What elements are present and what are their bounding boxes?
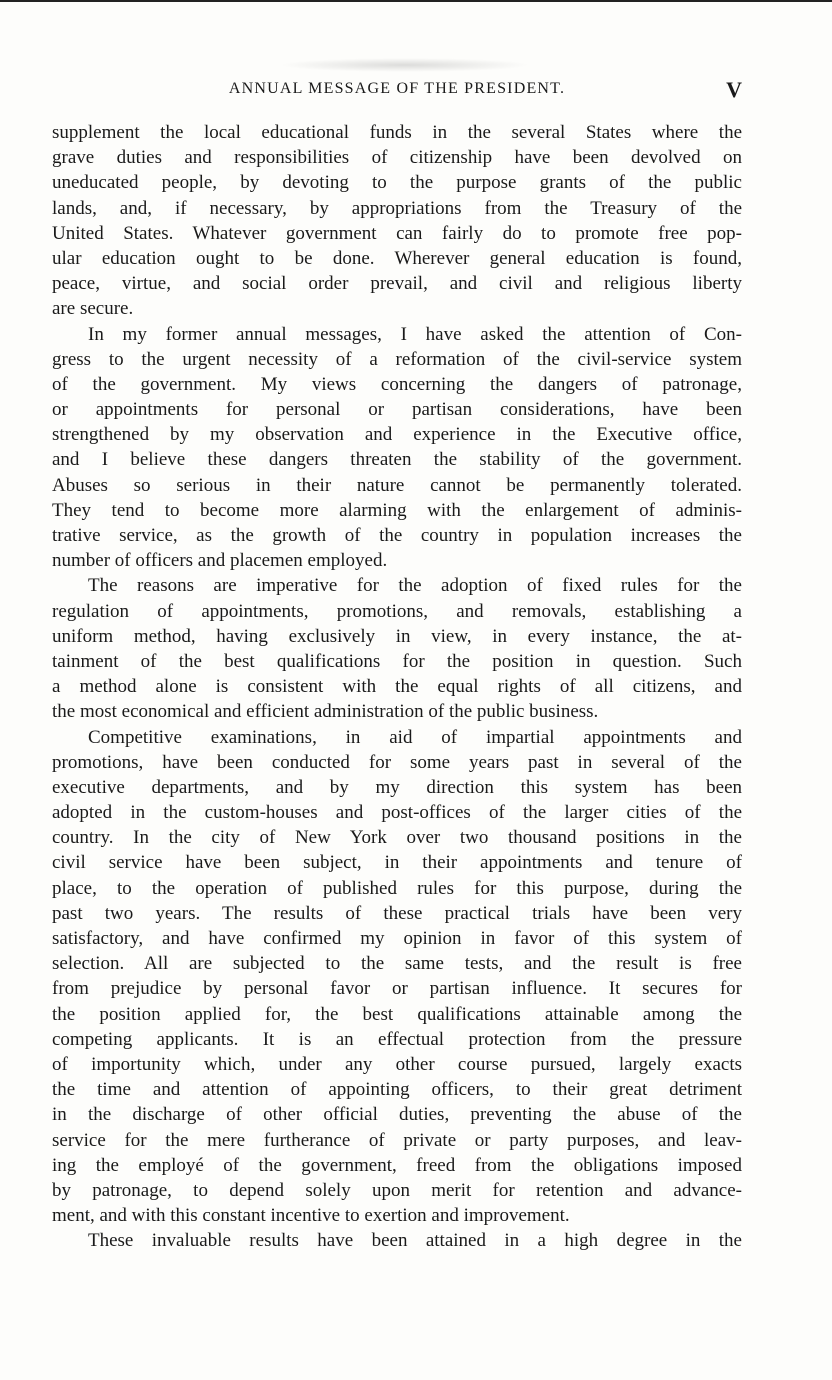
text-line: by patronage, to depend solely upon merit for retention and advance- [52, 1179, 742, 1201]
text-line: peace, virtue, and social order prevail, and civil and religious liberty [52, 273, 742, 295]
text-line: of importunity which, under any other course pursued, largely exacts [52, 1053, 742, 1075]
text-line: satisfactory, and have confirmed my opinion in favor of this system of [52, 928, 742, 949]
text-line: tainment of the best qualifications for the position in question. Such [52, 650, 742, 672]
running-title: ANNUAL MESSAGE OF THE PRESIDENT. [228, 80, 566, 97]
text-line: service for the mere furtherance of private or party purposes, and leav- [52, 1129, 742, 1151]
text-line: from prejudice by personal favor or partisan influence. It secures for [52, 978, 742, 1000]
text-line: grave duties and responsibilities of citizenship have been devolved on [52, 147, 742, 169]
text-line: in the discharge of other official duties, preventing the abuse of the [52, 1104, 742, 1126]
text-line: Abuses so serious in their nature cannot be permanently tolerated. [52, 474, 742, 496]
text-line: United States. Whatever government can fairly do to promote free pop- [52, 222, 742, 244]
text-line: country. In the city of New York over two thousand positions in the [52, 827, 742, 849]
text-line: gress to the urgent necessity of a reformation of the civil-service system [52, 348, 742, 370]
running-head [52, 77, 742, 104]
text-line: supplement the local educational funds in the several States where the [52, 122, 742, 143]
text-line: strengthened by my observation and experience in the Executive office, [52, 424, 742, 446]
text-line: regulation of appointments, promotions, and removals, establishing a [52, 600, 742, 622]
text-line: past two years. The results of these practical trials have been very [52, 902, 742, 924]
text-line: executive departments, and by my direction this system has been [52, 776, 742, 798]
text-line: are secure. [52, 298, 134, 320]
text-line: and I believe these dangers threaten the stability of the government. [52, 449, 742, 471]
text-line: uniform method, having exclusively in view, in every instance, the at- [52, 625, 742, 647]
text-line: In my former annual messages, I have asked the attention of Con- [88, 323, 742, 345]
text-line: or appointments for personal or partisan considerations, have been [52, 399, 742, 421]
body-text [52, 120, 742, 1253]
scan-smudge [280, 58, 530, 72]
text-line: trative service, as the growth of the country in population increases the [52, 525, 742, 546]
text-line: ing the employé of the government, freed from the obligations imposed [52, 1154, 742, 1176]
paragraph [52, 725, 742, 1229]
paragraph [52, 322, 742, 574]
paragraph [52, 1228, 742, 1253]
text-line: lands, and, if necessary, by appropriations from the Treasury of the [52, 197, 742, 219]
text-line: the time and attention of appointing officers, to their great detriment [52, 1079, 742, 1101]
text-line: civil service have been subject, in their appointments and tenure of [52, 852, 742, 874]
text-line: Competitive examinations, in aid of impartial appointments and [88, 726, 742, 748]
text-line: adopted in the custom-houses and post-offices of the larger cities of the [52, 802, 742, 824]
text-line: ular education ought to be done. Wherever general education is found, [52, 247, 742, 269]
text-line: They tend to become more alarming with the enlargement of adminis- [52, 499, 742, 521]
paragraph [52, 573, 742, 724]
text-line: These invaluable results have been attained in a high degree in the [88, 1230, 742, 1252]
text-line: the most economical and efficient administration of the public business. [52, 701, 599, 723]
text-line: promotions, have been conducted for some years past in several of the [52, 751, 742, 773]
page-top-rule [0, 0, 832, 2]
text-line: the position applied for, the best qualifications attainable among the [52, 1003, 742, 1025]
text-line: ment, and with this constant incentive to exertion and improvement. [52, 1205, 570, 1227]
page-number: V [726, 77, 742, 102]
text-line: competing applicants. It is an effectual protection from the pressure [52, 1028, 742, 1050]
text-line: The reasons are imperative for the adoption of fixed rules for the [88, 575, 742, 597]
text-line: uneducated people, by devoting to the purpose grants of the public [52, 172, 742, 194]
text-line: place, to the operation of published rules for this purpose, during the [52, 877, 742, 899]
text-line: selection. All are subjected to the same tests, and the result is free [52, 953, 742, 975]
text-line: number of officers and placemen employed. [52, 550, 388, 572]
text-line: of the government. My views concerning the dangers of patronage, [52, 373, 742, 395]
text-line: a method alone is consistent with the equal rights of all citizens, and [52, 676, 742, 698]
paragraph [52, 120, 742, 322]
